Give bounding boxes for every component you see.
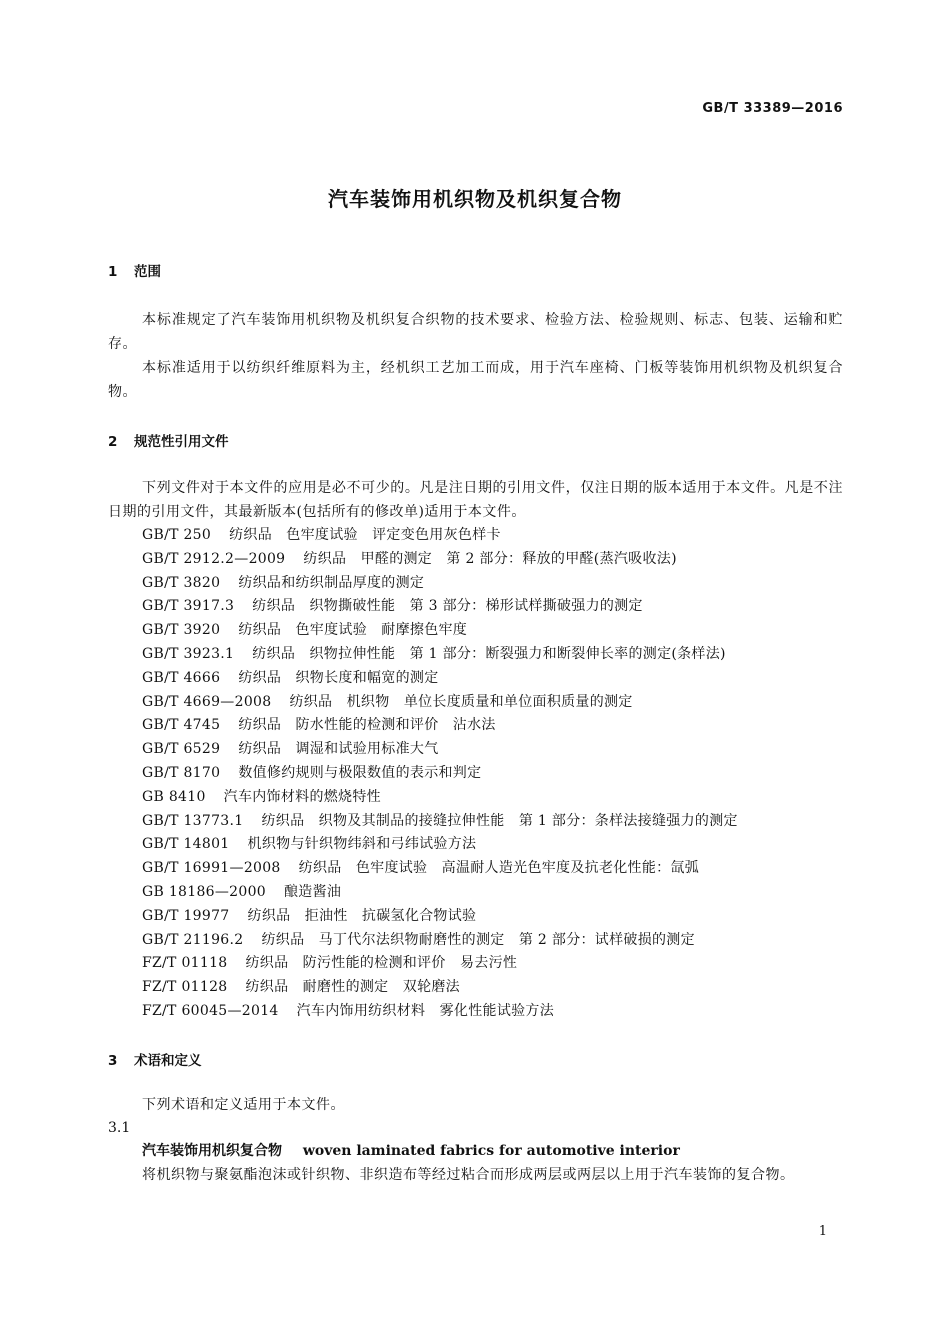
reference-item	[142, 619, 843, 643]
reference-code: GB/T 4666	[142, 669, 221, 686]
section-title: 规范性引用文件	[134, 434, 229, 450]
reference-item	[142, 976, 843, 1000]
reference-item	[142, 548, 843, 572]
reference-code: GB/T 3917.3	[142, 598, 235, 615]
reference-code: GB/T 8170	[142, 764, 221, 781]
reference-title: 纺织品和纺织制品厚度的测定	[238, 574, 425, 591]
reference-code: GB 18186—2000	[142, 883, 266, 900]
reference-title: 纺织品 织物拉伸性能 第 1 部分：断裂强力和断裂伸长率的测定(条样法)	[252, 645, 726, 662]
reference-title: 汽车内饰材料的燃烧特性	[223, 788, 381, 805]
reference-list	[108, 524, 843, 1024]
reference-code: GB/T 3820	[142, 574, 221, 591]
term-chinese: 汽车装饰用机织复合物	[142, 1142, 282, 1159]
section-heading-normative-references	[108, 432, 843, 452]
reference-title: 纺织品 防污性能的检测和评价 易去污性	[245, 955, 518, 972]
reference-item	[142, 738, 843, 762]
reference-item	[142, 595, 843, 619]
reference-item	[142, 524, 843, 548]
reference-item	[142, 1000, 843, 1024]
reference-title: 纺织品 机织物 单位长度质量和单位面积质量的测定	[289, 693, 633, 710]
reference-item	[142, 691, 843, 715]
reference-code: GB 8410	[142, 788, 206, 805]
reference-code: GB/T 21196.2	[142, 931, 244, 948]
reference-code: FZ/T 60045—2014	[142, 1002, 279, 1019]
reference-title: 纺织品 拒油性 抗碳氢化合物试验	[247, 907, 477, 924]
section-heading-terms-definitions	[108, 1051, 843, 1071]
page-number: 1	[818, 1224, 827, 1239]
reference-title: 纺织品 调湿和试验用标准大气	[238, 741, 439, 758]
reference-code: GB/T 19977	[142, 907, 230, 924]
reference-item	[142, 905, 843, 929]
reference-code: GB/T 4669—2008	[142, 693, 272, 710]
reference-code: GB/T 3920	[142, 622, 221, 639]
section-title: 术语和定义	[134, 1052, 202, 1069]
clause-number: 3.1	[108, 1119, 131, 1136]
reference-title: 纺织品 甲醛的测定 第 2 部分：释放的甲醛(蒸汽吸收法)	[303, 550, 677, 567]
reference-item	[142, 714, 843, 738]
reference-code: FZ/T 01128	[142, 979, 228, 996]
reference-title: 数值修约规则与极限数值的表示和判定	[238, 764, 482, 781]
reference-item	[142, 762, 843, 786]
reference-title: 纺织品 织物及其制品的接缝拉伸性能 第 1 部分：条样法接缝强力的测定	[261, 812, 738, 829]
reference-code: GB/T 6529	[142, 741, 221, 758]
reference-code: GB/T 4745	[142, 717, 221, 734]
reference-code: FZ/T 01118	[142, 955, 228, 972]
reference-title: 机织物与针织物纬斜和弓纬试验方法	[247, 836, 477, 853]
scope-paragraph-1: 本标准规定了汽车装饰用机织物及机织复合织物的技术要求、检验方法、检验规则、标志、包装、运输和贮存。	[108, 312, 843, 352]
scope-paragraph-2: 本标准适用于以纺织纤维原料为主，经机织工艺加工而成，用于汽车座椅、门板等装饰用机织物及机织复合物。	[108, 360, 843, 400]
reference-code: GB/T 13773.1	[142, 812, 244, 829]
section-title: 范围	[134, 264, 161, 280]
section-number: 3	[108, 1052, 118, 1069]
reference-code: GB/T 14801	[142, 836, 230, 853]
reference-code: GB/T 2912.2—2009	[142, 550, 286, 567]
reference-item	[142, 572, 843, 596]
document-body	[108, 262, 843, 1187]
section-number: 2	[108, 434, 118, 450]
reference-item	[142, 881, 843, 905]
terms-intro: 下列术语和定义适用于本文件。	[142, 1096, 345, 1113]
term-english: woven laminated fabrics for automotive interior	[302, 1142, 680, 1159]
reference-title: 酿造酱油	[284, 883, 342, 900]
reference-code: GB/T 16991—2008	[142, 860, 281, 877]
references-intro: 下列文件对于本文件的应用是必不可少的。凡是注日期的引用文件，仅注日期的版本适用于本文件。凡是不注日期的引用文件，其最新版本(包括所有的修改单)适用于本文件。	[108, 480, 843, 520]
reference-item	[142, 952, 843, 976]
reference-title: 汽车内饰用纺织材料 雾化性能试验方法	[296, 1002, 555, 1019]
reference-title: 纺织品 色牢度试验 评定变色用灰色样卡	[229, 527, 501, 543]
reference-title: 纺织品 马丁代尔法织物耐磨性的测定 第 2 部分：试样破损的测定	[261, 931, 695, 948]
reference-item	[142, 643, 843, 667]
section-heading-scope	[108, 262, 843, 282]
reference-title: 纺织品 织物撕破性能 第 3 部分：梯形试样撕破强力的测定	[252, 598, 643, 615]
document-title: 汽车装饰用机织物及机织复合物	[328, 187, 622, 211]
reference-item	[142, 929, 843, 953]
reference-item	[142, 810, 843, 834]
reference-item	[142, 857, 843, 881]
reference-code: GB/T 250	[142, 527, 212, 543]
standard-number: GB/T 33389—2016	[702, 101, 843, 116]
reference-title: 纺织品 耐磨性的测定 双轮磨法	[245, 979, 460, 996]
reference-title: 纺织品 防水性能的检测和评价 沾水法	[238, 717, 496, 734]
reference-code: GB/T 3923.1	[142, 645, 235, 662]
reference-title: 纺织品 色牢度试验 耐摩擦色牢度	[238, 622, 468, 639]
reference-item	[142, 786, 843, 810]
reference-title: 纺织品 织物长度和幅宽的测定	[238, 669, 439, 686]
section-number: 1	[108, 264, 118, 280]
reference-item	[142, 833, 843, 857]
reference-title: 纺织品 色牢度试验 高温耐人造光色牢度及抗老化性能：氙弧	[298, 860, 700, 877]
term-entry	[108, 1139, 843, 1163]
term-definition: 将机织物与聚氨酯泡沫或针织物、非织造布等经过粘合而形成两层或两层以上用于汽车装饰的复合物。	[142, 1166, 795, 1183]
reference-item	[142, 667, 843, 691]
